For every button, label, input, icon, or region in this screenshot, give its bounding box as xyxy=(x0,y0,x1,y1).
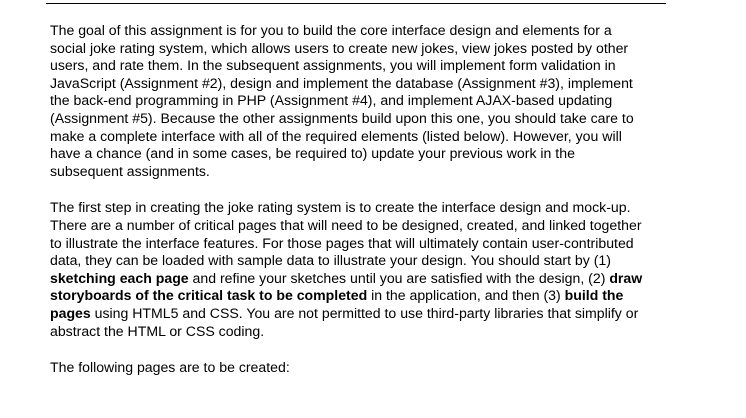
top-rule xyxy=(46,3,666,4)
bold-phrase: draw xyxy=(609,269,643,286)
text-line: (Assignment #5). Because the other assignments build upon this one, you should take care to xyxy=(50,109,634,126)
text-run: and refine your sketches until you are satisfied with the design, (2) xyxy=(188,269,610,286)
bold-phrase: storyboards of the critical task to be completed xyxy=(50,287,368,304)
bold-phrase: sketching each page xyxy=(50,269,189,286)
text-line: have a chance (and in some cases, be required to) update your previous work in the xyxy=(50,145,575,162)
text-line xyxy=(50,270,690,288)
text-line: users, and rate them. In the subsequent assignments, you will implement form validation in xyxy=(50,57,616,74)
text-line: subsequent assignments. xyxy=(50,162,210,179)
text-line: to illustrate the interface features. For those pages that will ultimately contain user-contributed xyxy=(50,234,634,251)
paragraph-following-pages xyxy=(50,359,690,377)
text-line: make a complete interface with all of the required elements (listed below). However, you will xyxy=(50,127,622,144)
text-line xyxy=(50,287,690,305)
text-line: abstract the HTML or CSS coding. xyxy=(50,322,265,339)
document-body xyxy=(50,22,690,377)
bold-phrase: pages xyxy=(50,304,91,321)
text-line: The first step in creating the joke rating system is to create the interface design and mock-up. xyxy=(50,199,631,216)
text-line: There are a number of critical pages that will need to be designed, created, and linked together xyxy=(50,216,642,233)
text-line: data, they can be loaded with sample data to illustrate your design. You should start by (1) xyxy=(50,252,611,269)
text-run: using HTML5 and CSS. You are not permitted to use third-party libraries that simplify or xyxy=(90,304,639,321)
text-line xyxy=(50,305,690,323)
text-line: The following pages are to be created: xyxy=(50,359,290,376)
text-line: social joke rating system, which allows users to create new jokes, view jokes posted by other xyxy=(50,39,629,56)
text-line: The goal of this assignment is for you to build the core interface design and elements for a xyxy=(50,22,612,38)
paragraph-goal xyxy=(50,22,690,180)
text-line: the back-end programming in PHP (Assignment #4), and implement AJAX-based updating xyxy=(50,92,613,109)
text-run: in the application, and then (3) xyxy=(367,287,565,304)
paragraph-first-step xyxy=(50,199,690,340)
text-line: JavaScript (Assignment #2), design and implement the database (Assignment #3), implement xyxy=(50,74,633,91)
bold-phrase: build the xyxy=(564,287,624,304)
